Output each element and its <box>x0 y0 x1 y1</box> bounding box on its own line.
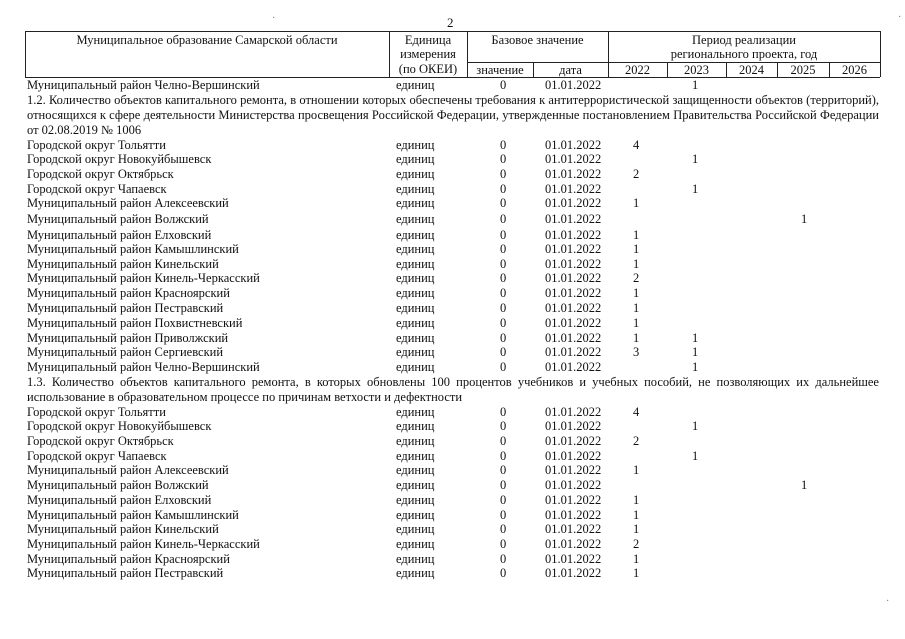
row-unit: единиц <box>396 242 435 256</box>
table-row <box>0 419 905 434</box>
row-unit: единиц <box>396 552 435 566</box>
table-row <box>0 316 905 331</box>
row-municipality: Муниципальный район Пестравский <box>27 566 224 580</box>
row-base-value: 0 <box>500 242 507 256</box>
row-year-2023: 1 <box>692 78 699 92</box>
row-municipality: Муниципальный район Челно-Вершинский <box>27 360 260 374</box>
row-municipality: Муниципальный район Алексеевский <box>27 196 229 210</box>
row-base-value: 0 <box>500 331 507 345</box>
row-base-value: 0 <box>500 537 507 551</box>
row-municipality: Муниципальный район Пестравский <box>27 301 224 315</box>
table-row <box>0 271 905 286</box>
row-base-date: 01.01.2022 <box>545 508 602 522</box>
row-base-value: 0 <box>500 508 507 522</box>
row-base-date: 01.01.2022 <box>545 345 602 359</box>
row-municipality: Городской округ Тольятти <box>27 138 166 152</box>
row-municipality: Городской округ Новокуйбышевск <box>27 419 212 433</box>
row-municipality: Муниципальный район Камышлинский <box>27 508 239 522</box>
table-row <box>0 537 905 552</box>
row-base-value: 0 <box>500 566 507 580</box>
row-municipality: Муниципальный район Кинельский <box>27 522 219 536</box>
row-unit: единиц <box>396 167 435 181</box>
row-municipality: Муниципальный район Красноярский <box>27 286 230 300</box>
row-year-2022: 1 <box>633 196 640 210</box>
section-1-2-title: 1.2. Количество объектов капитального ремонта, в отношении которых обеспечены требования к антитеррористической защищенности объектов (территорий), относящихся к сфере деятельности Министерства просвещения Российской Федерации, утвержденные постановлением Правительства Российской Федерации от 02.08.2019 № 1006 <box>27 93 879 137</box>
row-year-2023: 1 <box>692 449 699 463</box>
row-year-2022: 1 <box>633 331 640 345</box>
row-unit: единиц <box>396 463 435 477</box>
row-unit: единиц <box>396 182 435 196</box>
row-base-date: 01.01.2022 <box>545 167 602 181</box>
row-unit: единиц <box>396 434 435 448</box>
row-unit: единиц <box>396 331 435 345</box>
row-municipality: Городской округ Тольятти <box>27 405 166 419</box>
row-year-2022: 2 <box>633 271 640 285</box>
row-year-2023: 1 <box>692 182 699 196</box>
row-unit: единиц <box>396 78 435 92</box>
header-year: 2023 <box>684 63 709 77</box>
row-base-date: 01.01.2022 <box>545 182 602 196</box>
table-row <box>0 301 905 316</box>
table-row <box>0 434 905 449</box>
header-year: 2022 <box>625 63 650 77</box>
row-unit: единиц <box>396 508 435 522</box>
row-unit: единиц <box>396 257 435 271</box>
row-base-date: 01.01.2022 <box>545 212 602 226</box>
header-unit-line1: Единица <box>404 33 452 47</box>
row-unit: единиц <box>396 152 435 166</box>
row-year-2022: 2 <box>633 434 640 448</box>
row-unit: единиц <box>396 301 435 315</box>
row-unit: единиц <box>396 478 435 492</box>
table-row <box>0 463 905 478</box>
table-row <box>0 493 905 508</box>
row-municipality: Городской округ Чапаевск <box>27 182 167 196</box>
row-base-value: 0 <box>500 478 507 492</box>
row-unit: единиц <box>396 286 435 300</box>
table-row <box>0 78 905 93</box>
row-year-2022: 1 <box>633 242 640 256</box>
row-base-date: 01.01.2022 <box>545 360 602 374</box>
row-base-value: 0 <box>500 228 507 242</box>
row-unit: единиц <box>396 405 435 419</box>
row-base-date: 01.01.2022 <box>545 449 602 463</box>
header-base-value: значение <box>476 63 524 77</box>
row-year-2022: 1 <box>633 316 640 330</box>
row-unit: единиц <box>396 522 435 536</box>
table-row <box>0 360 905 375</box>
row-base-value: 0 <box>500 286 507 300</box>
row-base-date: 01.01.2022 <box>545 419 602 433</box>
row-base-date: 01.01.2022 <box>545 493 602 507</box>
row-base-date: 01.01.2022 <box>545 286 602 300</box>
row-municipality: Муниципальный район Кинельский <box>27 257 219 271</box>
row-base-date: 01.01.2022 <box>545 301 602 315</box>
row-base-value: 0 <box>500 493 507 507</box>
row-base-value: 0 <box>500 182 507 196</box>
row-base-date: 01.01.2022 <box>545 434 602 448</box>
row-base-value: 0 <box>500 196 507 210</box>
scan-speck: · <box>886 596 890 607</box>
table-row <box>0 331 905 346</box>
table-row <box>0 138 905 153</box>
row-base-date: 01.01.2022 <box>545 463 602 477</box>
row-year-2022: 1 <box>633 508 640 522</box>
row-base-value: 0 <box>500 463 507 477</box>
row-year-2022: 1 <box>633 228 640 242</box>
row-municipality: Муниципальный район Волжский <box>27 478 209 492</box>
row-base-date: 01.01.2022 <box>545 522 602 536</box>
row-base-date: 01.01.2022 <box>545 152 602 166</box>
row-municipality: Муниципальный район Волжский <box>27 212 209 226</box>
row-year-2022: 1 <box>633 257 640 271</box>
header-unit-line3: (по ОКЕИ) <box>398 62 458 76</box>
row-unit: единиц <box>396 196 435 210</box>
row-unit: единиц <box>396 493 435 507</box>
header-municipality: Муниципальное образование Самарской области <box>76 33 338 47</box>
row-base-value: 0 <box>500 449 507 463</box>
table-row <box>0 167 905 182</box>
row-year-2023: 1 <box>692 331 699 345</box>
section-1-3-title: 1.3. Количество объектов капитального ремонта, в которых обновлены 100 процентов учебников и учебных пособий, не позволяющих их дальнейшее использование в образовательном процессе по причинам ветхости и дефектности <box>27 375 879 404</box>
row-municipality: Городской округ Чапаевск <box>27 449 167 463</box>
row-year-2023: 1 <box>692 345 699 359</box>
row-year-2022: 3 <box>633 345 640 359</box>
row-unit: единиц <box>396 360 435 374</box>
row-unit: единиц <box>396 316 435 330</box>
row-base-value: 0 <box>500 434 507 448</box>
row-base-date: 01.01.2022 <box>545 138 602 152</box>
row-base-value: 0 <box>500 78 507 92</box>
table-row <box>0 196 905 211</box>
table-row <box>0 152 905 167</box>
row-base-date: 01.01.2022 <box>545 405 602 419</box>
row-base-date: 01.01.2022 <box>545 316 602 330</box>
table-row <box>0 182 905 197</box>
table-row <box>0 257 905 272</box>
row-base-date: 01.01.2022 <box>545 566 602 580</box>
table-row <box>0 508 905 523</box>
row-unit: единиц <box>396 271 435 285</box>
row-base-value: 0 <box>500 552 507 566</box>
row-base-date: 01.01.2022 <box>545 242 602 256</box>
scan-speck: · <box>272 13 276 24</box>
row-municipality: Муниципальный район Елховский <box>27 228 212 242</box>
row-year-2022: 2 <box>633 537 640 551</box>
row-base-date: 01.01.2022 <box>545 78 602 92</box>
row-year-2023: 1 <box>692 419 699 433</box>
header-period-line2: регионального проекта, год <box>670 47 818 61</box>
row-unit: единиц <box>396 345 435 359</box>
row-municipality: Муниципальный район Алексеевский <box>27 463 229 477</box>
row-unit: единиц <box>396 212 435 226</box>
row-base-value: 0 <box>500 257 507 271</box>
row-base-value: 0 <box>500 405 507 419</box>
header-year: 2026 <box>842 63 867 77</box>
row-year-2022: 1 <box>633 552 640 566</box>
row-year-2022: 1 <box>633 566 640 580</box>
row-year-2023: 1 <box>692 152 699 166</box>
row-base-value: 0 <box>500 345 507 359</box>
row-base-value: 0 <box>500 138 507 152</box>
row-municipality: Городской округ Новокуйбышевск <box>27 152 212 166</box>
row-base-value: 0 <box>500 167 507 181</box>
row-municipality: Муниципальный район Красноярский <box>27 552 230 566</box>
row-base-date: 01.01.2022 <box>545 257 602 271</box>
row-base-value: 0 <box>500 271 507 285</box>
header-year: 2024 <box>739 63 764 77</box>
row-base-date: 01.01.2022 <box>545 271 602 285</box>
table-row <box>0 449 905 464</box>
page-number: 2 <box>447 15 454 30</box>
row-year-2022: 4 <box>633 405 640 419</box>
table-row <box>0 212 905 227</box>
header-divider <box>880 31 881 77</box>
row-base-date: 01.01.2022 <box>545 552 602 566</box>
row-year-2022: 1 <box>633 301 640 315</box>
table-row <box>0 405 905 420</box>
header-top-border <box>25 31 880 32</box>
row-year-2025: 1 <box>801 212 808 226</box>
row-base-date: 01.01.2022 <box>545 228 602 242</box>
row-unit: единиц <box>396 566 435 580</box>
row-municipality: Муниципальный район Камышлинский <box>27 242 239 256</box>
row-year-2025: 1 <box>801 478 808 492</box>
header-unit-line2: измерения <box>400 47 456 61</box>
row-base-value: 0 <box>500 301 507 315</box>
row-base-date: 01.01.2022 <box>545 537 602 551</box>
row-municipality: Муниципальный район Челно-Вершинский <box>27 78 260 92</box>
scan-speck: · <box>898 12 902 23</box>
row-base-date: 01.01.2022 <box>545 331 602 345</box>
table-row <box>0 286 905 301</box>
row-municipality: Муниципальный район Елховский <box>27 493 212 507</box>
table-row <box>0 552 905 567</box>
row-base-value: 0 <box>500 419 507 433</box>
row-unit: единиц <box>396 228 435 242</box>
row-unit: единиц <box>396 449 435 463</box>
row-base-value: 0 <box>500 360 507 374</box>
row-municipality: Муниципальный район Кинель-Черкасский <box>27 537 260 551</box>
table-row <box>0 478 905 493</box>
row-base-date: 01.01.2022 <box>545 196 602 210</box>
row-base-value: 0 <box>500 316 507 330</box>
table-row <box>0 345 905 360</box>
header-year: 2025 <box>790 63 816 77</box>
header-period-line1: Период реализации <box>692 33 796 47</box>
row-year-2023: 1 <box>692 360 699 374</box>
row-base-value: 0 <box>500 212 507 226</box>
row-base-date: 01.01.2022 <box>545 478 602 492</box>
row-year-2022: 2 <box>633 167 640 181</box>
row-base-value: 0 <box>500 152 507 166</box>
row-year-2022: 4 <box>633 138 640 152</box>
row-municipality: Муниципальный район Похвистневский <box>27 316 243 330</box>
row-municipality: Муниципальный район Сергиевский <box>27 345 224 359</box>
row-municipality: Городской округ Октябрьск <box>27 167 174 181</box>
row-municipality: Муниципальный район Кинель-Черкасский <box>27 271 260 285</box>
table-row <box>0 228 905 243</box>
table-row <box>0 242 905 257</box>
row-base-value: 0 <box>500 522 507 536</box>
row-year-2022: 1 <box>633 493 640 507</box>
table-row <box>0 522 905 537</box>
table-row <box>0 566 905 581</box>
row-municipality: Городской округ Октябрьск <box>27 434 174 448</box>
row-unit: единиц <box>396 537 435 551</box>
header-base-date: дата <box>559 63 582 77</box>
row-unit: единиц <box>396 419 435 433</box>
row-unit: единиц <box>396 138 435 152</box>
row-year-2022: 1 <box>633 286 640 300</box>
header-base: Базовое значение <box>491 33 584 47</box>
row-year-2022: 1 <box>633 522 640 536</box>
row-year-2022: 1 <box>633 463 640 477</box>
row-municipality: Муниципальный район Приволжский <box>27 331 229 345</box>
